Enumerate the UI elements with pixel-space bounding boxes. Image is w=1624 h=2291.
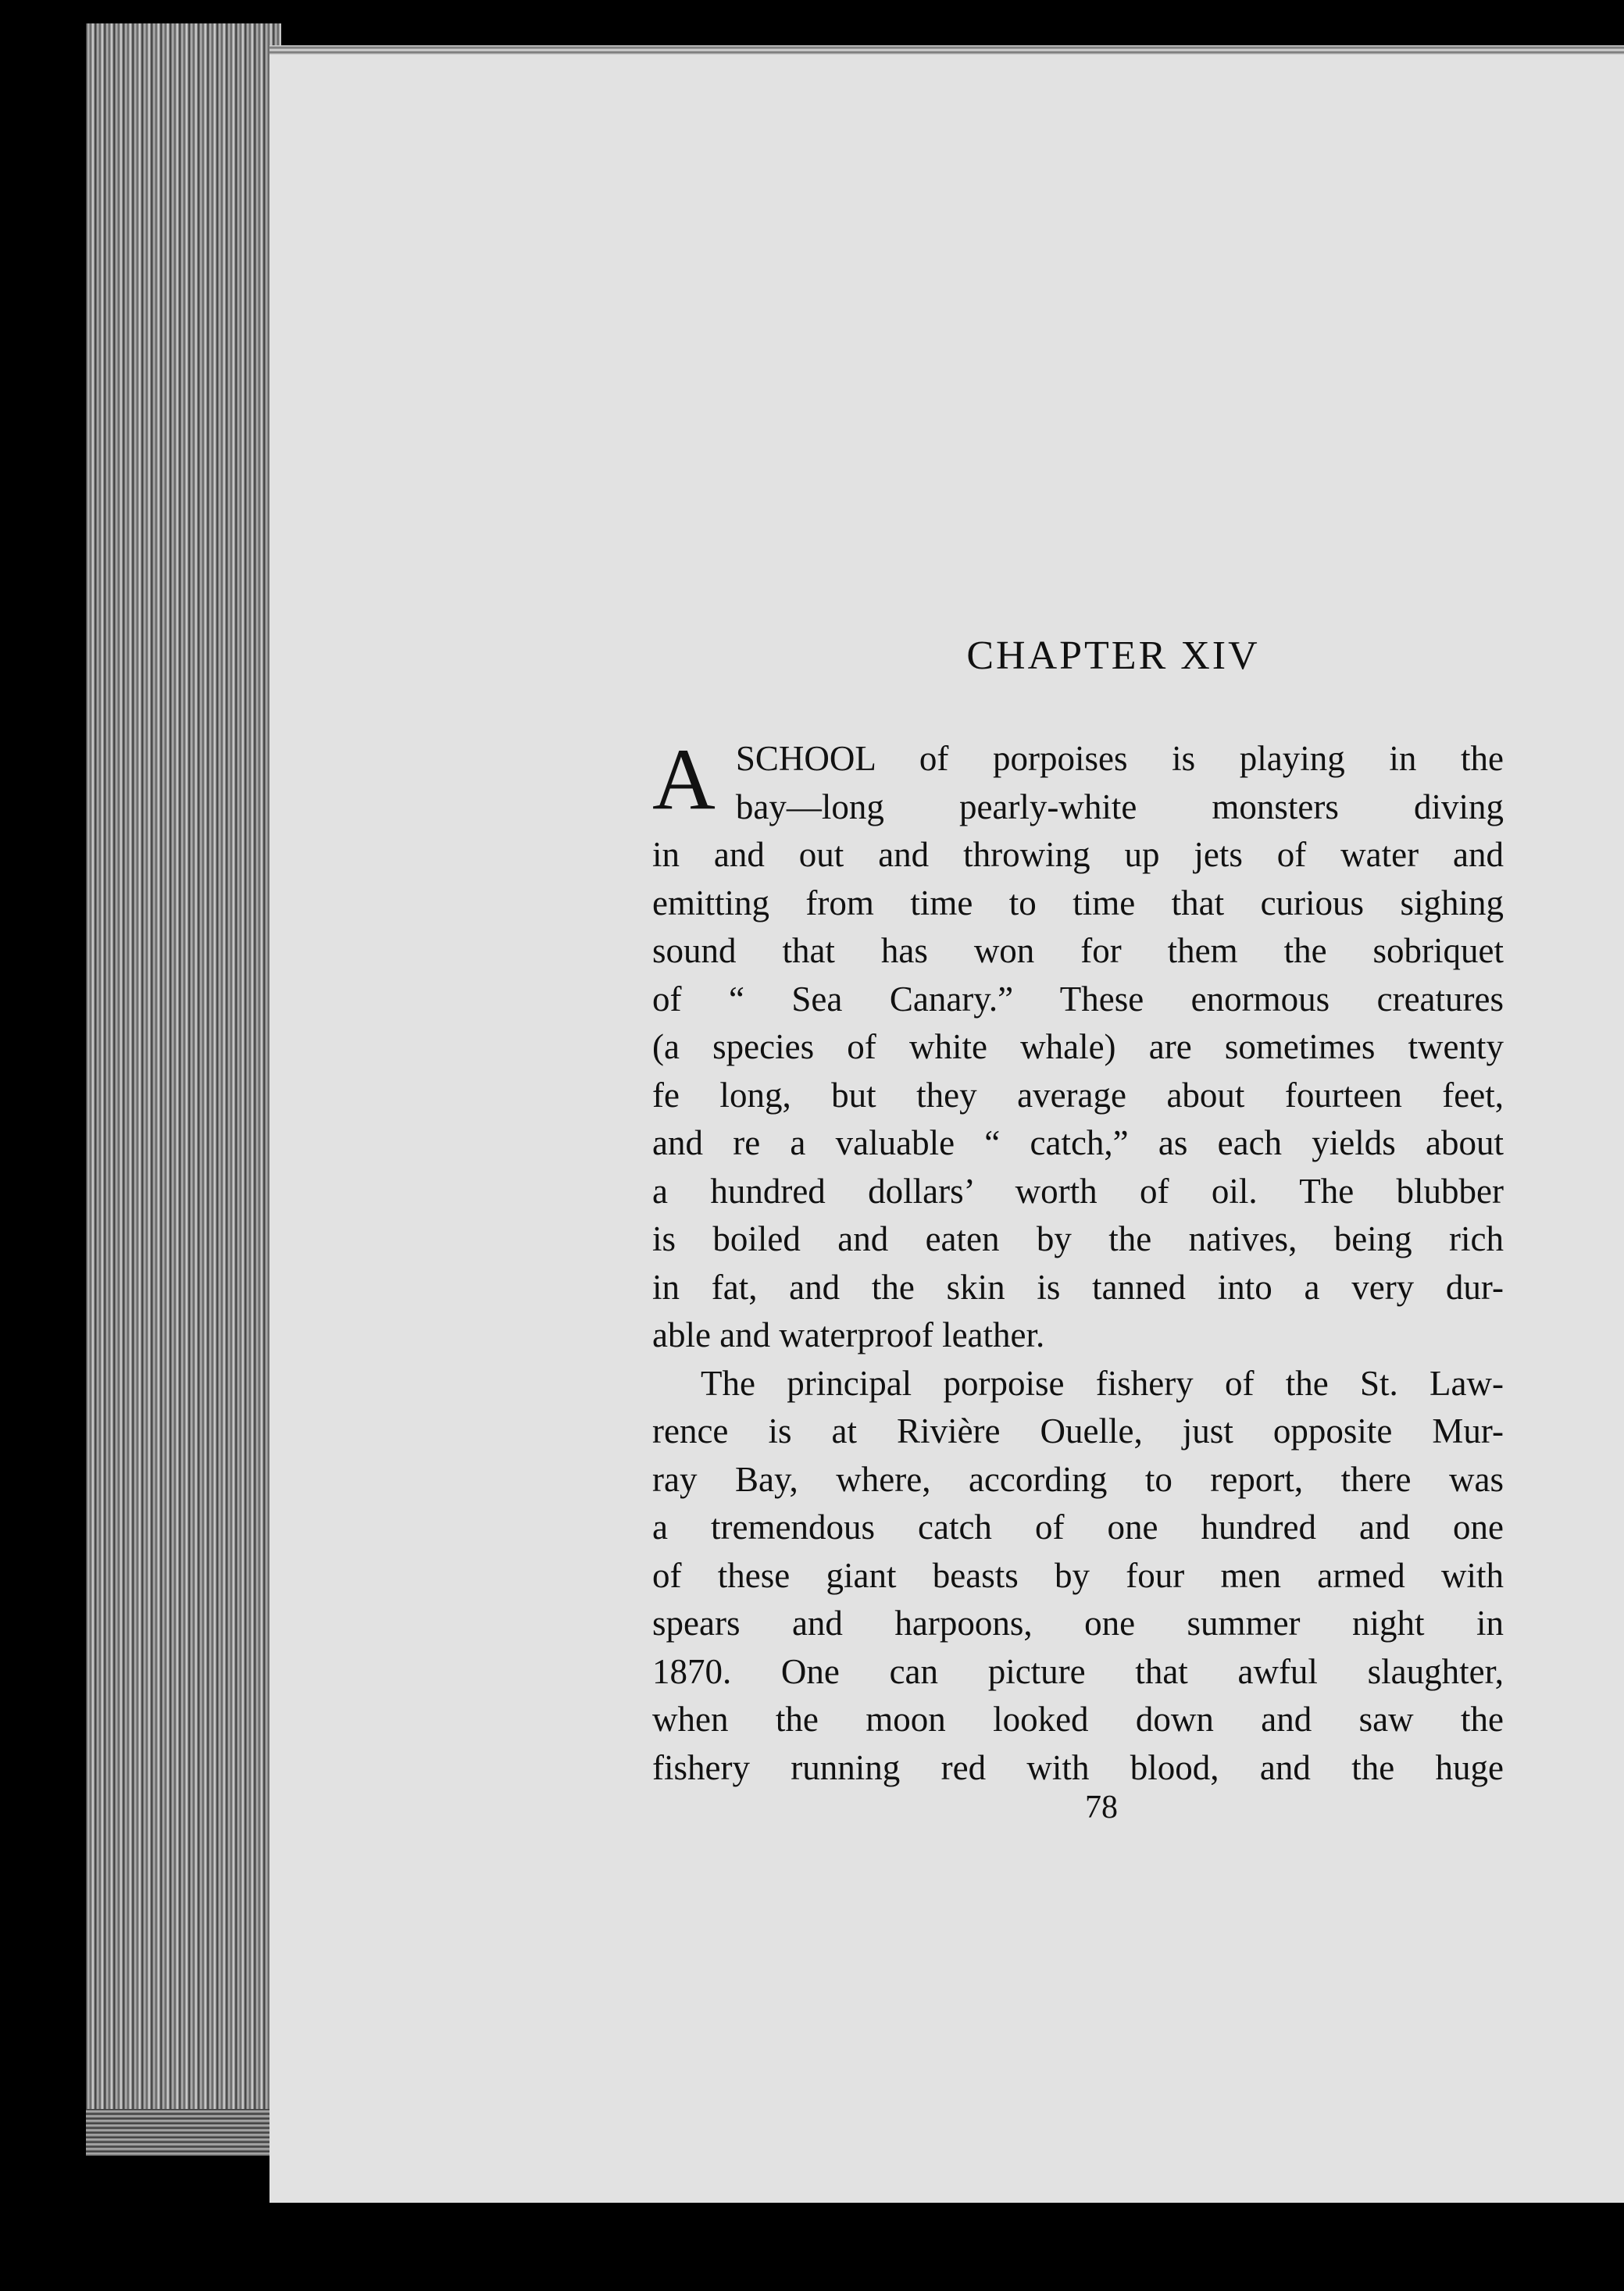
text-line: when the moon looked down and saw the — [652, 1700, 1504, 1739]
text-line: rence is at Rivière Ouelle, just opposite Mur- — [652, 1411, 1504, 1451]
text-line: of these giant beasts by four men armed with — [652, 1555, 1504, 1595]
text-line: able and waterproof leather. — [652, 1315, 1045, 1354]
text-line: a hundred dollars’ worth of oil. The blubber — [652, 1171, 1504, 1211]
text-line: in and out and throwing up jets of water and — [652, 835, 1504, 874]
paragraph-1 — [652, 731, 1504, 1360]
text-line: and re a valuable “ catch,” as each yields about — [652, 1123, 1504, 1162]
chapter-title: CHAPTER XIV — [966, 633, 1260, 678]
text-line: spears and harpoons, one summer night in — [652, 1604, 1504, 1643]
text-line: of “ Sea Canary.” These enormous creatures — [652, 979, 1504, 1019]
text-line: in fat, and the skin is tanned into a very dur- — [652, 1267, 1504, 1307]
text-line: is boiled and eaten by the natives, being rich — [652, 1219, 1504, 1258]
text-line: emitting from time to time that curious sighing — [652, 883, 1504, 922]
text-block — [652, 633, 1504, 1792]
text-line: a tremendous catch of one hundred and one — [652, 1508, 1504, 1547]
text-line: ray Bay, where, according to report, there was — [652, 1459, 1504, 1499]
drop-cap: A — [652, 731, 716, 828]
text-line: bay—long pearly-white monsters diving — [735, 787, 1504, 826]
text-line: fishery running red with blood, and the huge — [652, 1747, 1504, 1787]
text-line: sound that has won for them the sobriquet — [652, 931, 1504, 970]
text-line: SCHOOL of porpoises is playing in the — [735, 739, 1504, 778]
page-stack-edge — [86, 23, 281, 2148]
text-line: fe long, but they average about fourteen feet, — [652, 1075, 1504, 1115]
paragraph-2 — [652, 1360, 1504, 1793]
text-line: (a species of white whale) are sometimes twenty — [652, 1027, 1504, 1066]
page-number: 78 — [1085, 1790, 1118, 1825]
text-line: 1870. One can picture that awful slaughter, — [652, 1651, 1504, 1691]
text-line: The principal porpoise fishery of the St. Law- — [701, 1363, 1504, 1403]
